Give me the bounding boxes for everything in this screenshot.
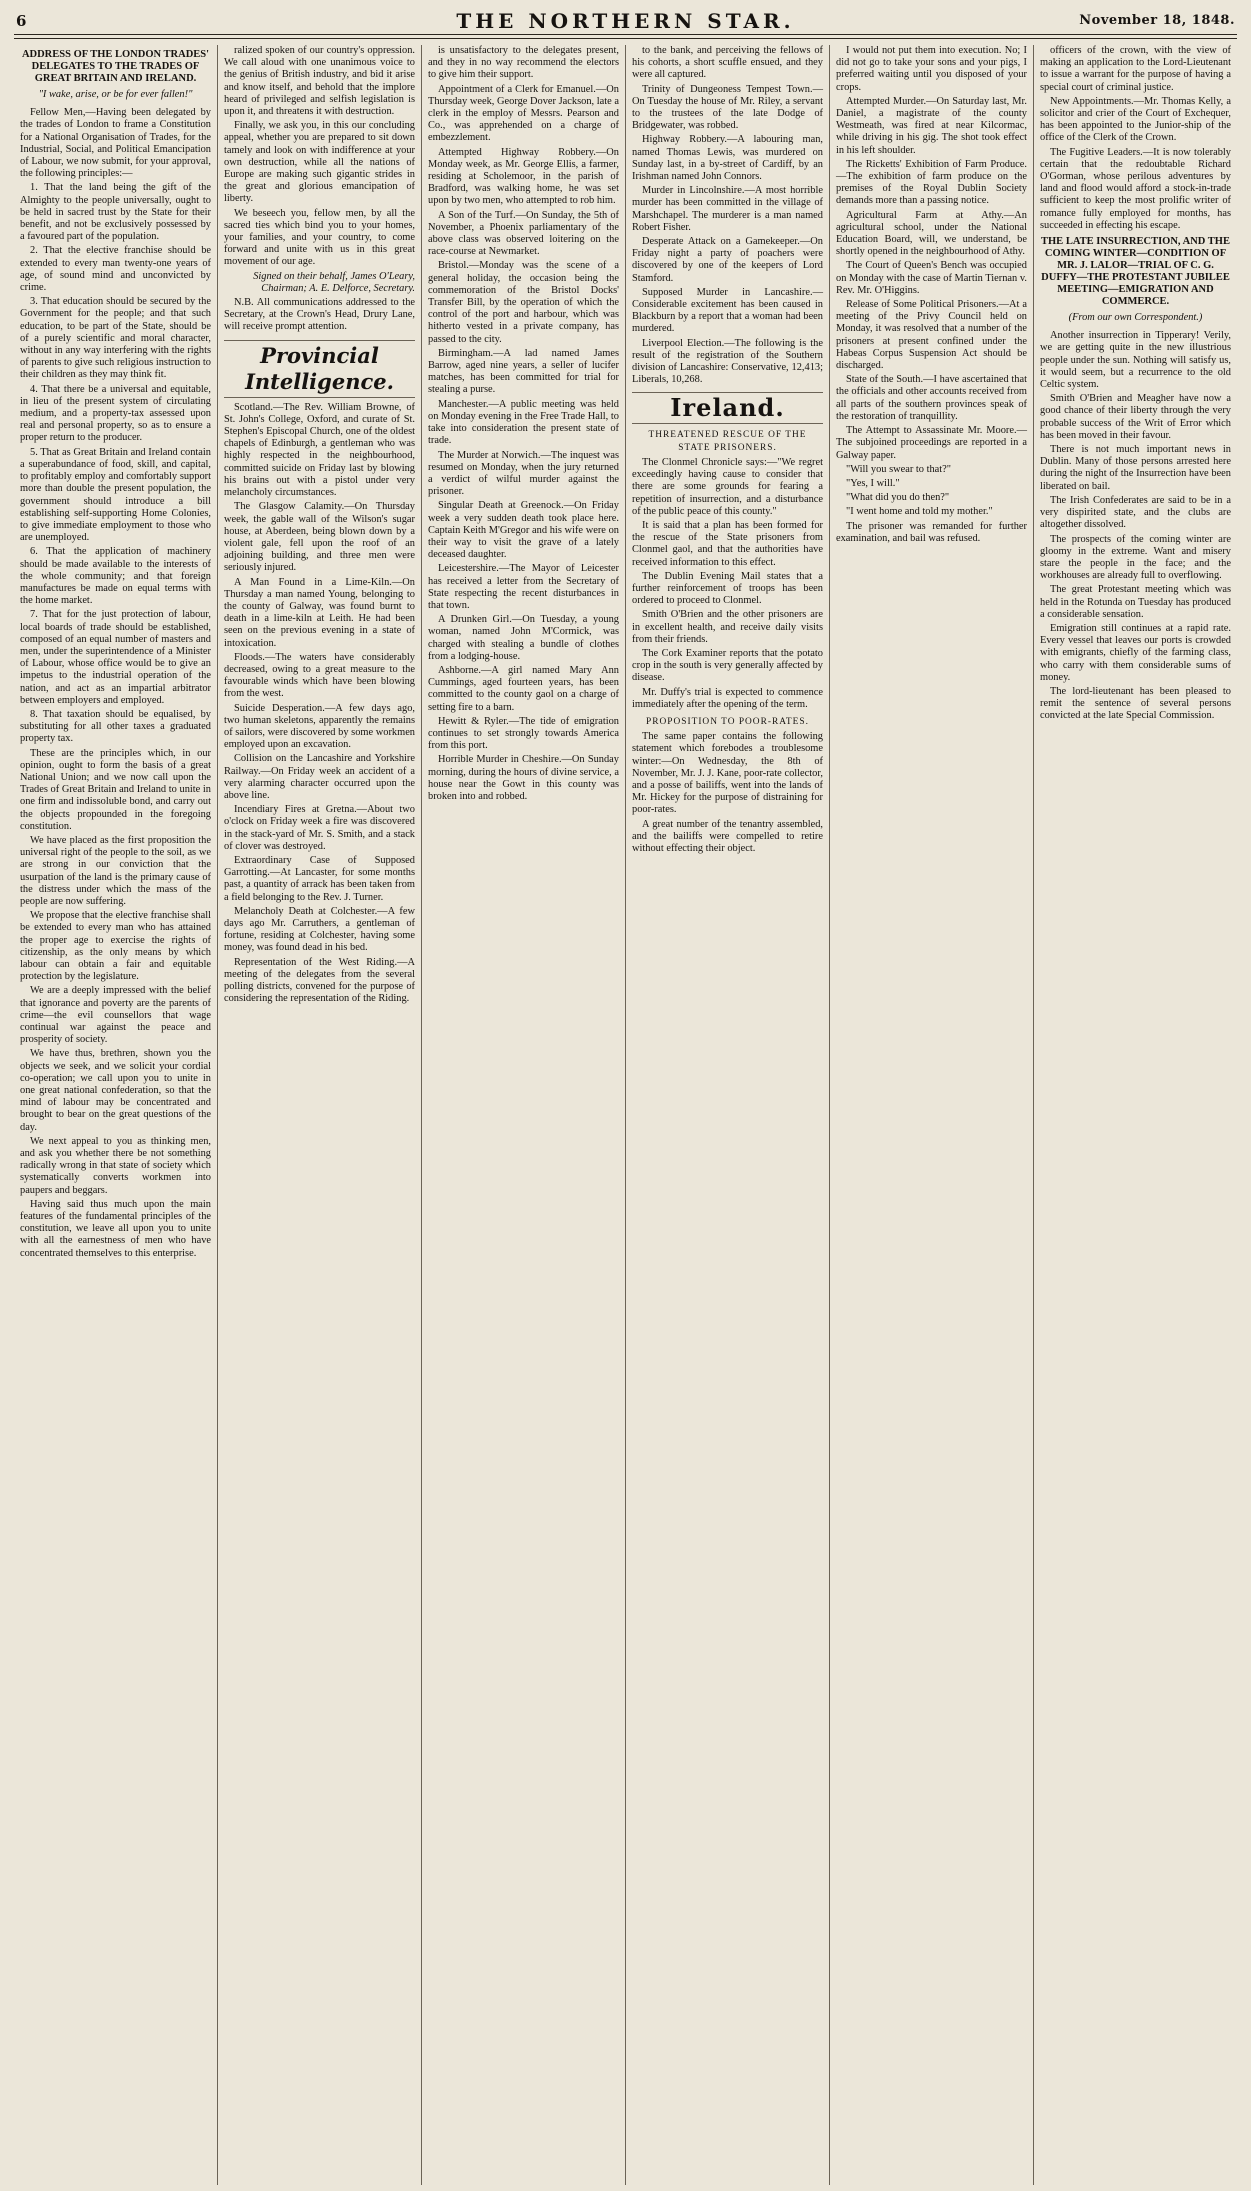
- news-item: is unsatisfactory to the delegates present, and they in no way recommend the electors to give him their support.: [428, 45, 619, 81]
- news-item: Agricultural Farm at Athy.—An agricultural school, under the National Education Board, will, we understand, be shortly opened in the neighbourhood of Athy.: [836, 209, 1027, 258]
- news-item: A Son of the Turf.—On Sunday, the 5th of November, a Phoenix parliamentary of the above class was observed loitering on the race-course at Newmarket.: [428, 209, 619, 258]
- article-paragraph: We have placed as the first proposition the universal right of the people to the soil, as we are strong in our conviction that the usurpation of the land is the primary cause of the distress under which the mass of the people are now suffering.: [20, 834, 211, 907]
- news-item: Extraordinary Case of Supposed Garrotting.—At Lancaster, for some months past, a quantity of arrack has been taken from a field belonging to the Rev. J. Turner.: [224, 854, 415, 903]
- news-item: New Appointments.—Mr. Thomas Kelly, a solicitor and crier of the Court of Exchequer, has been appointed to the Junior-ship of the office of the Clerk of the Crown.: [1040, 95, 1231, 144]
- news-item: A Man Found in a Lime-Kiln.—On Thursday a man named Young, belonging to the county of Galway, was found burnt to death in a lime-kiln at Leith. He had been seen on the previous evening in a state of intoxication.: [224, 576, 415, 649]
- article-paragraph: We propose that the elective franchise shall be extended to every man who has attained the proper age to exercise the rights of citizenship, as the only means by which labour can obtain a fair and equitable protection by the legislature.: [20, 910, 211, 983]
- article-paragraph: We are a deeply impressed with the belief that ignorance and poverty are the parents of crime—the evil counsellors that wage continual war against the peace and prosperity of society.: [20, 985, 211, 1046]
- news-item: The Cork Examiner reports that the potato crop in the south is very generally affected by disease.: [632, 647, 823, 684]
- newspaper-title: THE NORTHERN STAR.: [456, 9, 795, 33]
- article-paragraph: 6. That the application of machinery should be made available to the interests of the whole community; and that foreign manufactures be made on equal terms with the home market.: [20, 546, 211, 607]
- section-title-ireland: Ireland.: [632, 392, 823, 424]
- page-number: 6: [16, 12, 27, 30]
- signature: Signed on their behalf, James O'Leary, Chairman; A. E. Delforce, Secretary.: [253, 270, 415, 294]
- news-item: Murder in Lincolnshire.—A most horrible murder has been committed in the village of Marshchapel. The murderer is a man named Robert Fisher.: [632, 185, 823, 233]
- news-item: Release of Some Political Prisoners.—At a meeting of the Privy Council held on Monday, it was resolved that a number of the prisoners at present confined under the Habeas Corpus Suspension Act should be discharged.: [836, 299, 1027, 372]
- dialogue-line: "Will you swear to that?": [846, 463, 952, 475]
- news-item: Birmingham.—A lad named James Barrow, aged nine years, a seller of lucifer matches, has been committed for trial for stealing a purse.: [428, 347, 619, 396]
- masthead: [14, 8, 1237, 35]
- news-item: The Dublin Evening Mail states that a further reinforcement of troops has been ordered to proceed to Clonmel.: [632, 570, 823, 607]
- address-heading: ADDRESS OF THE LONDON TRADES' DELEGATES TO THE TRADES OF GREAT BRITAIN AND IRELAND.: [21, 49, 210, 84]
- article-paragraph: We beseech you, fellow men, by all the sacred ties which bind you to your homes, your families, and your country, to come forward and unite with us in this great movement of our age.: [224, 207, 415, 268]
- notice: N.B. All communications addressed to the Secretary, at the Crown's Head, Drury Lane, will receive prompt attention.: [224, 297, 415, 333]
- news-item: Floods.—The waters have considerably decreased, owing to a great measure to the favourable winds which have been blowing from the west.: [224, 651, 415, 700]
- news-item: The prisoner was remanded for further examination, and bail was refused.: [836, 520, 1027, 544]
- address-motto: "I wake, arise, or be for ever fallen!": [38, 89, 193, 100]
- news-item: A great number of the tenantry assembled, and the bailiffs were compelled to retire without effecting their object.: [632, 818, 823, 854]
- news-item: The Fugitive Leaders.—It is now tolerably certain that the redoubtable Richard O'Gorman, whose perilous adventures by land and flood would afford a stock-in-trade sufficient to keep the most prolific writer of romance fully employed for months, has succeeded in effecting his escape.: [1040, 146, 1231, 231]
- section-title-provincial: Provincial Intelligence.: [224, 340, 415, 398]
- news-item: The Clonmel Chronicle says:—"We regret exceedingly having cause to consider that there are some grounds for fearing a repetition of insurrection, and a disturbance of the public peace of this county.": [632, 456, 823, 517]
- article-paragraph: Finally, we ask you, in this our concluding appeal, whether you are prepared to sit down tamely and look on with indifference at your own destruction, while all the nations of Europe are making such gigantic strides in the great and glorious emancipation of liberty.: [224, 120, 415, 205]
- news-item: A Drunken Girl.—On Tuesday, a young woman, named John M'Cormick, was charged with stealing a bundle of clothes from a lodging-house.: [428, 614, 619, 662]
- article-paragraph: We have thus, brethren, shown you the objects we seek, and we solicit your cordial co-operation; we call upon you to unite in one great national confederation, so that the mind of labour may be concentrated and brought to bear on the great questions of the day.: [20, 1048, 211, 1133]
- news-item: The Murder at Norwich.—The inquest was resumed on Monday, when the jury returned a verdict of wilful murder against the prisoner.: [428, 449, 619, 498]
- news-item: Representation of the West Riding.—A meeting of the delegates from the several polling districts, convened for the purpose of considering the representation of the Riding.: [224, 956, 415, 1005]
- news-item: The Court of Queen's Bench was occupied on Monday with the case of Martin Tiernan v. Rev. Mr. O'Higgins.: [836, 260, 1027, 296]
- news-item: Highway Robbery.—A labouring man, named Thomas Lewis, was murdered on Sunday last, in a by-street of Cardiff, by an Irishman named John Connors.: [632, 134, 823, 183]
- article-paragraph: ralized spoken of our country's oppression. We call aloud with one unanimous voice to the genius of British industry, and bid it arise and know itself, and behold that the implore heard of privileged and selfish legislation is upon it, and threatens it with destruction.: [224, 45, 415, 118]
- news-item: Attempted Highway Robbery.—On Monday week, as Mr. George Ellis, a farmer, residing at Scholemoor, in the parish of Bradford, was walking home, he was set upon by two men, who attempted to rob him.: [428, 146, 619, 207]
- column-5: [830, 45, 1034, 2185]
- letter-paragraph: Emigration still continues at a rapid rate. Every vessel that leaves our ports is crowded with emigrants, chiefly of the farming class, who carry with them considerable sums of money.: [1040, 622, 1231, 683]
- news-item: Hewitt & Ryler.—The tide of emigration continues to set strongly towards America from this port.: [428, 715, 619, 752]
- news-item: The Glasgow Calamity.—On Thursday week, the gable wall of the Wilson's sugar house, at Aberdeen, being blown down by a violent gale, fell upon the roof of an adjoining building, and three men were seriously injured.: [224, 501, 415, 574]
- news-item: Scotland.—The Rev. William Browne, of St. John's College, Oxford, and curate of St. Stephen's Episcopal Church, one of the oldest chapels of Edinburgh, a gentleman who was highly respected in the neighbourhood, committed suicide on Friday last by blowing his brains out with a pistol under very melancholy circumstances.: [224, 401, 415, 499]
- ireland-subhead: THREATENED RESCUE OF THE STATE PRISONERS.: [648, 430, 807, 453]
- news-item: Bristol.—Monday was the scene of a general holiday, the occasion being the commemoration of the Bristol Docks' Transfer Bill, by the operation of which the control of the port and harbour, which was hitherto vested in a private company, has passed to the city.: [428, 260, 619, 345]
- news-item: Smith O'Brien and the other prisoners are in excellent health, and receive daily visits from their friends.: [632, 609, 823, 645]
- correspondence-heading: THE LATE INSURRECTION, AND THE COMING WINTER—CONDITION OF MR. J. LALOR—TRIAL OF C. G. DUFFY—THE PROTESTANT JUBILEE MEETING—EMIGRATION AND COMMERCE.: [1041, 236, 1230, 308]
- news-item: Horrible Murder in Cheshire.—On Sunday morning, during the hours of divine service, a house near the Gowt in this county was broken into and robbed.: [428, 754, 619, 802]
- dialogue-line: "I went home and told my mother.": [846, 506, 993, 518]
- article-paragraph: Fellow Men,—Having been delegated by the trades of London to frame a Constitution for a National Organisation of Trades, for the Industrial, Social, and Political Emancipation of Labour, we now submit, for your approval, the following principles:—: [20, 107, 211, 180]
- column-2: [218, 45, 422, 2185]
- dialogue-line: "What did you do then?": [846, 492, 950, 504]
- issue-date: November 18, 1848.: [1079, 13, 1235, 28]
- article-paragraph: 5. That as Great Britain and Ireland contain a superabundance of food, skill, and capital, to profitably employ and comfortably support more than double the present population, the government should introduce a bill establishing self-supporting Home Colonies, to give immediate employment to those who are unemployed.: [20, 446, 211, 544]
- news-item: Supposed Murder in Lancashire.—Considerable excitement has been caused in Blackburn by a report that a woman had been murdered.: [632, 286, 823, 335]
- news-item: Melancholy Death at Colchester.—A few days ago Mr. Carruthers, a gentleman of fortune, residing at Colchester, having some money, was found dead in his bed.: [224, 905, 415, 954]
- news-item: I would not put them into execution. No; I did not go to take your sons and your pigs, I preferred waiting until you disposed of your crops.: [836, 45, 1027, 93]
- dialogue-line: "Yes, I will.": [846, 477, 900, 489]
- news-item: Suicide Desperation.—A few days ago, two human skeletons, apparently the remains of sailors, were discovered by some workmen employed upon an excavation.: [224, 702, 415, 751]
- columns: [14, 45, 1237, 2185]
- correspondent-byline: (From our own Correspondent.): [1068, 312, 1203, 324]
- article-paragraph: 3. That education should be secured by the Government for the people; and that such education, to be part of the State, should be of a purely scientific and moral character, without in any way interfering with the rights of parents to give such religious instruction to their children as they may think fit.: [20, 296, 211, 381]
- news-item: It is said that a plan has been formed for the rescue of the State prisoners from Clonmel gaol, and that the authorities have received information to this effect.: [632, 519, 823, 568]
- news-item: The same paper contains the following statement which forebodes a troublesome winter:—On Wednesday, the 8th of November, Mr. J. J. Kane, poor-rate collector, and a posse of bailiffs, went into the lands of Mr. Hickey for the purpose of distraining for poor-rates.: [632, 731, 823, 816]
- column-1: [14, 45, 218, 2185]
- article-paragraph: 1. That the land being the gift of the Almighty to the people universally, ought to be held in sacred trust by the State for their benefit, and not be exclusively possessed by a favoured part of the population.: [20, 182, 211, 243]
- article-paragraph: 4. That there be a universal and equitable, in lieu of the present system of circulating medium, and a property-tax assessed upon real and personal property, so as to ensure a proper return to the producer.: [20, 383, 211, 444]
- news-item: Collision on the Lancashire and Yorkshire Railway.—On Friday week an accident of a very alarming character occurred upon the above line.: [224, 753, 415, 801]
- article-paragraph: 7. That for the just protection of labour, local boards of trade should be established, composed of an equal number of masters and men, under the superintendence of a Minister of Labour, whose office would be to give an impetus to the industrial operation of the nation, and act as an impartial arbitrator between employers and employed.: [20, 609, 211, 706]
- news-item: Incendiary Fires at Gretna.—About two o'clock on Friday week a fire was discovered in the stack-yard of Mr. S. Smith, and a stack of clover was destroyed.: [224, 804, 415, 852]
- news-item: Liverpool Election.—The following is the result of the registration of the Southern division of Lancashire: Conservative, 12,413; Liberals, 10,268.: [632, 337, 823, 386]
- news-item: officers of the crown, with the view of making an application to the Lord-Lieutenant to issue a warrant for the purpose of having a special court of criminal justice.: [1040, 45, 1231, 93]
- article-paragraph: 8. That taxation should be equalised, by substituting for all other taxes a graduated property tax.: [20, 708, 211, 745]
- news-item: The Ricketts' Exhibition of Farm Produce.—The exhibition of farm produce on the premises of the Royal Dublin Society demands more than a passing notice.: [836, 158, 1027, 207]
- article-paragraph: We next appeal to you as thinking men, and ask you whether there be not something radically wrong in that state of society which systematically converts workmen into paupers and beggars.: [20, 1135, 211, 1196]
- masthead-rule: [14, 35, 1237, 39]
- news-item: Desperate Attack on a Gamekeeper.—On Friday night a party of poachers were discovered by one of the keepers of Lord Stamford.: [632, 236, 823, 284]
- col1-body: [20, 107, 211, 1260]
- article-paragraph: 2. That the elective franchise should be extended to every man twenty-one years of age, of sound mind and unconvicted by crime.: [20, 245, 211, 294]
- letter-paragraph: There is not much important news in Dublin. Many of those persons arrested here during the night of the Insurrection have been liberated on bail.: [1040, 444, 1231, 492]
- column-6: [1034, 45, 1237, 2185]
- article-paragraph: These are the principles which, in our opinion, ought to form the basis of a great National Union; and we now call upon the Trades of Great Britain and Ireland to unite in one firm and indissoluble bond, and carry out the objects propounded in the foregoing constitution.: [20, 747, 211, 832]
- article-paragraph: Having said thus much upon the main features of the fundamental principles of the constitution, we leave all upon you to unite with all the earnestness of men who have concentrated themselves to this enterprise.: [20, 1198, 211, 1259]
- letter-paragraph: The lord-lieutenant has been pleased to remit the sentence of several persons convicted at the late Special Commission.: [1040, 685, 1231, 722]
- column-4: [626, 45, 830, 2185]
- news-item: Singular Death at Greenock.—On Friday week a very sudden death took place here. Captain Keith M'Gregor and his wife were on their way to visit the grave of a lately deceased daughter.: [428, 500, 619, 561]
- news-item: State of the South.—I have ascertained that the officials and other accounts received from all parts of the southern provinces speak of the restoration of tranquillity.: [836, 374, 1027, 422]
- news-item: Ashborne.—A girl named Mary Ann Cummings, aged fourteen years, has been committed to the county gaol on a charge of setting fire to a barn.: [428, 664, 619, 713]
- letter-paragraph: The Irish Confederates are said to be in a very dispirited state, and the clubs are altogether dissolved.: [1040, 494, 1231, 531]
- letter-paragraph: The prospects of the coming winter are gloomy in the extreme. Want and misery stare the people in the face; and the workhouses are already full to overflowing.: [1040, 533, 1231, 582]
- news-item: Attempted Murder.—On Saturday last, Mr. Daniel, a magistrate of the county Westmeath, was fired at near Kilcormac, while driving in his gig. The shot took effect in his left shoulder.: [836, 95, 1027, 156]
- news-item: Appointment of a Clerk for Emanuel.—On Thursday week, George Dover Jackson, late a clerk in the employ of Messrs. Pearson and Co., was apprehended on a charge of embezzlement.: [428, 83, 619, 144]
- column-3: [422, 45, 626, 2185]
- news-item: to the bank, and perceiving the fellows of his cohorts, a short scuffle ensued, and they were all captured.: [632, 45, 823, 81]
- news-item: The Attempt to Assassinate Mr. Moore.—The subjoined proceedings are reported in a Galway paper.: [836, 425, 1027, 461]
- news-item: Leicestershire.—The Mayor of Leicester has received a letter from the Secretary of State respecting the recent disturbances in that town.: [428, 563, 619, 611]
- letter-paragraph: Another insurrection in Tipperary! Verily, we are getting quite in the new illustrious people under the sun. Nothing will satisfy us, it would seem, but a recurrence to the old Celtic system.: [1040, 330, 1231, 391]
- letter-paragraph: The great Protestant meeting which was held in the Rotunda on Tuesday has produced a considerable sensation.: [1040, 584, 1231, 620]
- news-item: Mr. Duffy's trial is expected to commence immediately after the opening of the term.: [632, 686, 823, 710]
- news-item: Manchester.—A public meeting was held on Monday evening in the Free Trade Hall, to take into consideration the present state of trade.: [428, 398, 619, 447]
- letter-paragraph: Smith O'Brien and Meagher have now a good chance of their liberty through the very probable success of the Writ of Error which has been moved in their favour.: [1040, 393, 1231, 441]
- news-item: Trinity of Dungeoness Tempest Town.—On Tuesday the house of Mr. Riley, a servant to the trustees of the late Dodge of Bridgewater, was robbed.: [632, 83, 823, 132]
- poor-rates-subhead: PROPOSITION TO POOR-RATES.: [646, 716, 809, 727]
